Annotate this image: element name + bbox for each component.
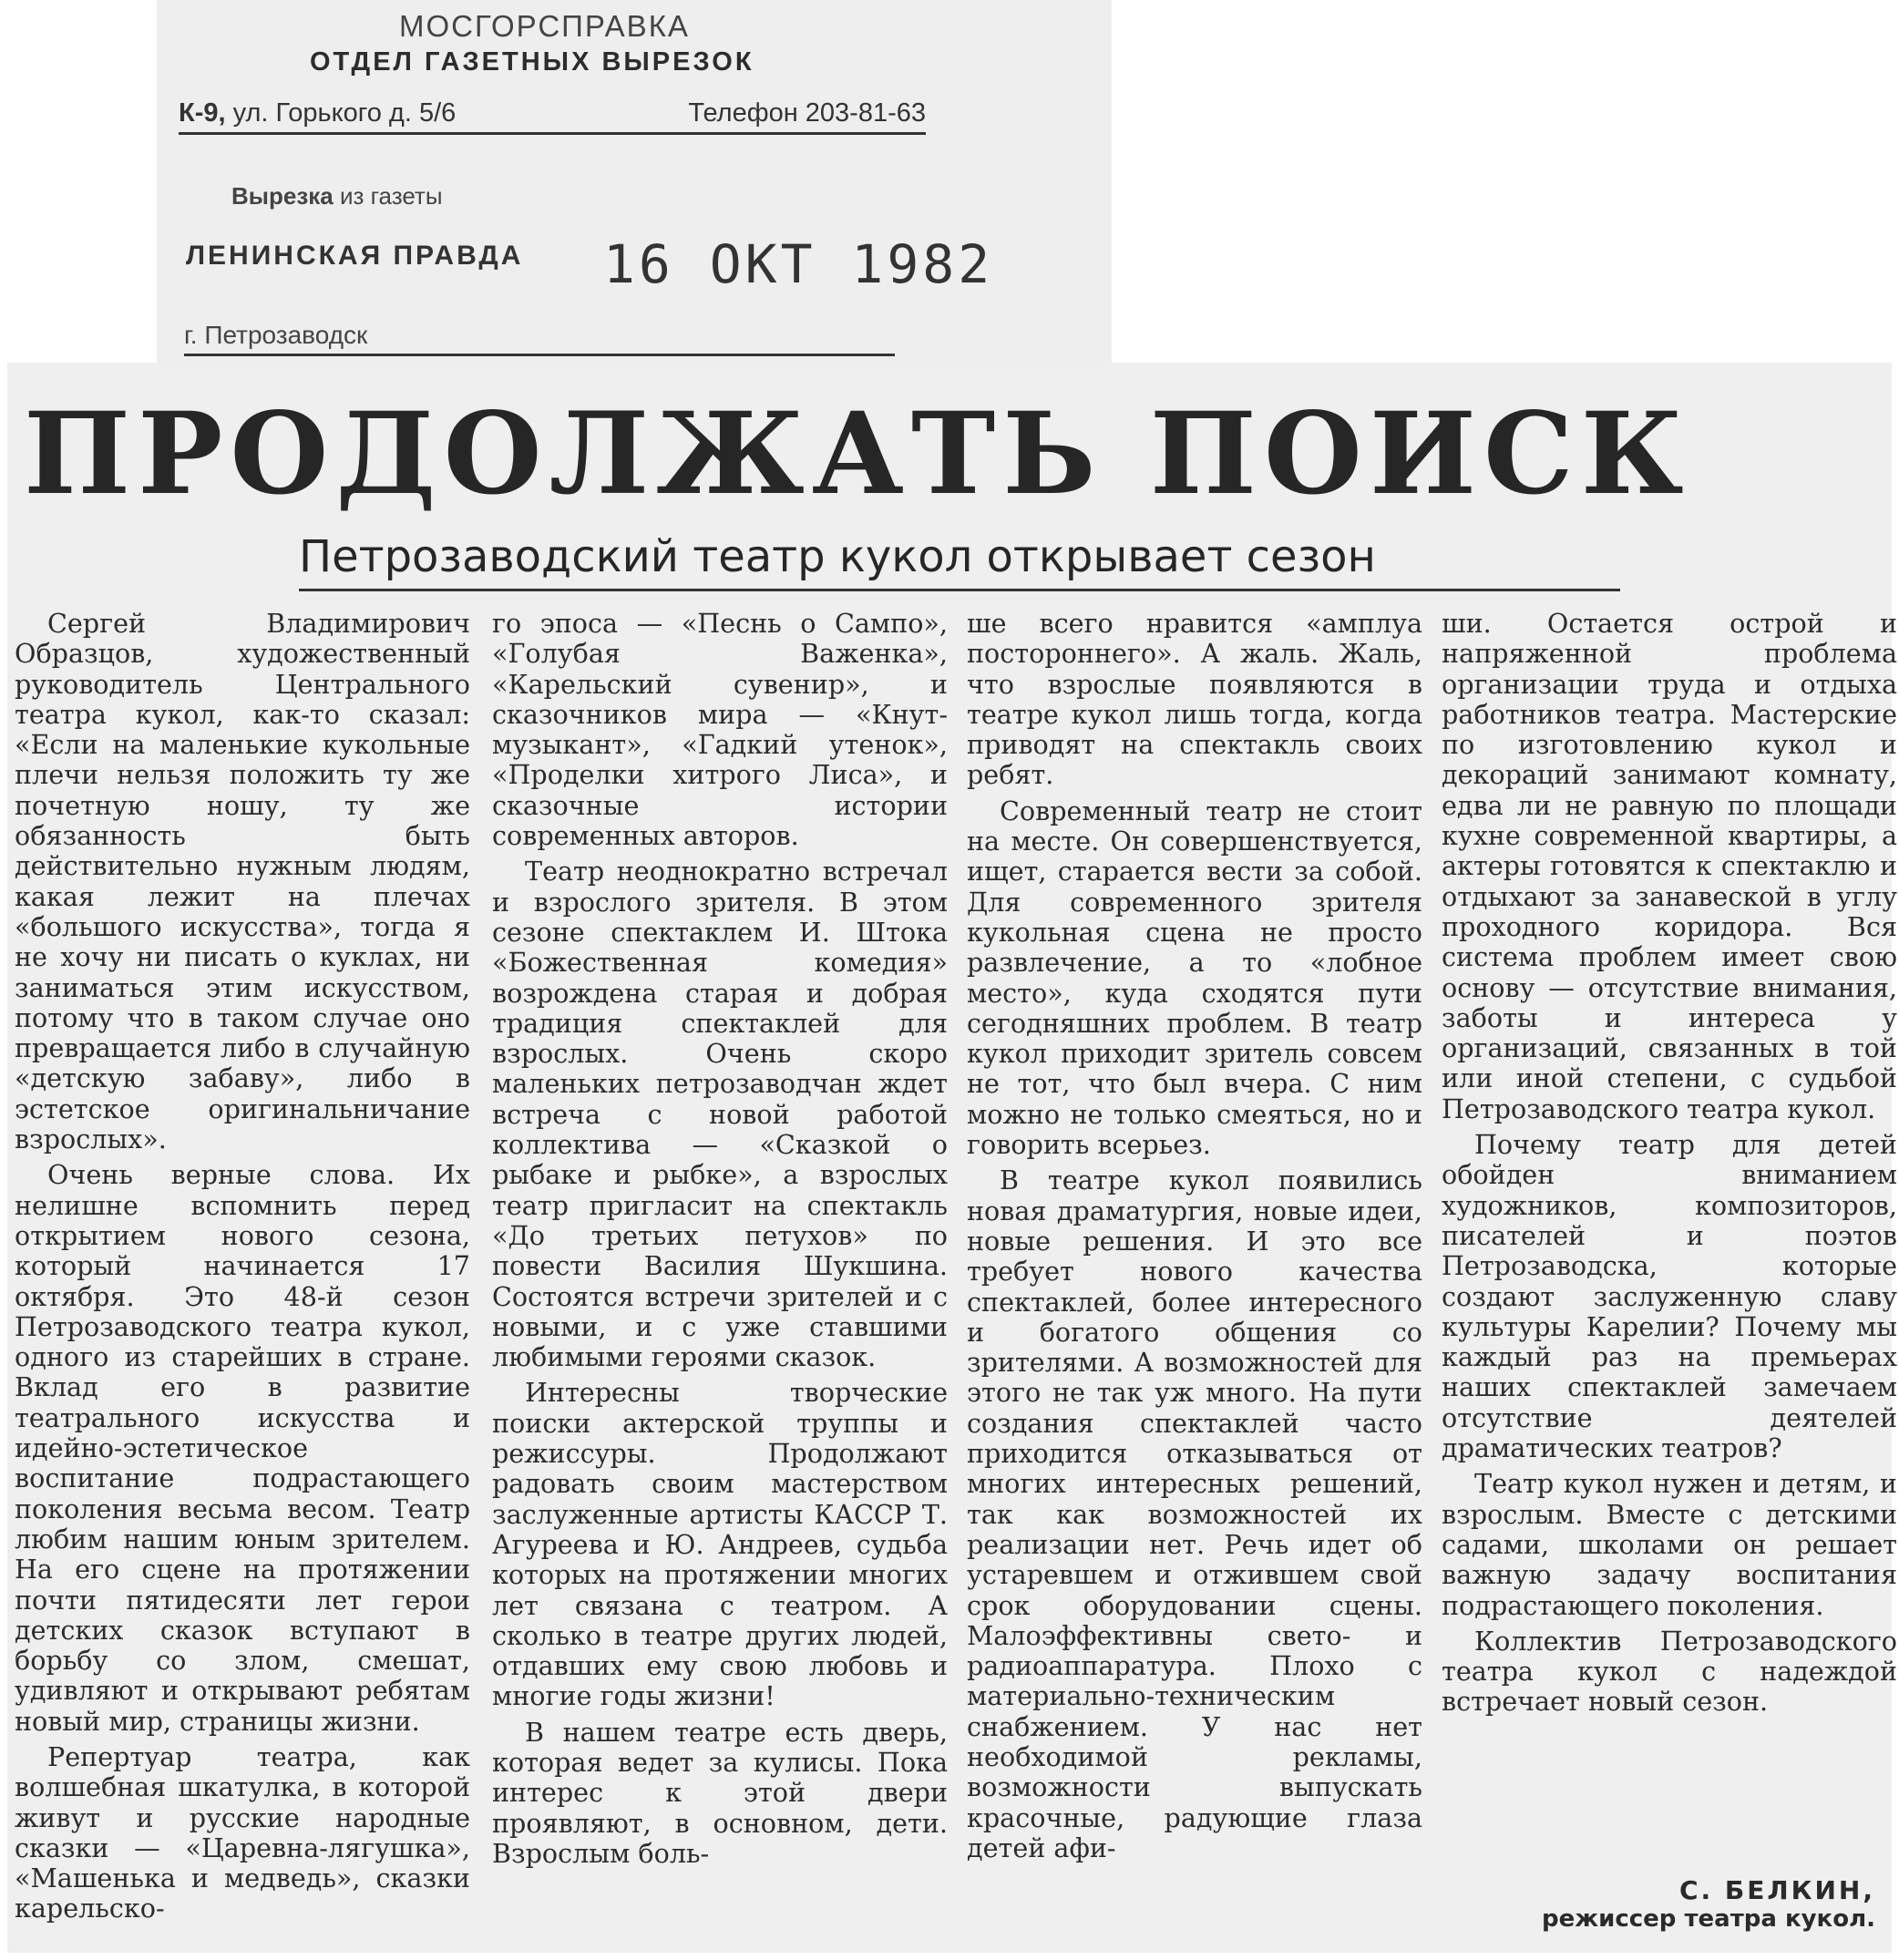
article-subheadline: Петрозаводский театр кукол открывает сезон xyxy=(299,525,1620,591)
paragraph: Репертуар театра, как волшебная шкатулка, в которой живут и русские народные сказки — «Царевна-лягушка», «Машенька и медведь», сказки карельско- xyxy=(15,1740,470,1924)
stamp-date: 16 ОКТ 1982 xyxy=(603,233,994,295)
clipping-service-stamp xyxy=(157,0,1112,363)
paragraph: Интересны творческие поиски актерской труппы и режиссуры. Продолжают радовать своим мастерством заслуженные артисты КАССР Т. Агуреева и Ю. Андреев, судьба которых на протяжении многих лет связана с театром. А сколько в театре других людей, отдавших ему свою любовь и многие годы жизни! xyxy=(492,1377,948,1712)
article-column-3 xyxy=(967,609,1422,1903)
paragraph: Почему театр для детей обойден вниманием художников, композиторов, писателей и поэтов Петрозаводска, которые создают заслуженную славу культуры Карелии? Почему мы каждый раз на премьерах наших спектаклей замечаем отсутствие деятелей драматических театров? xyxy=(1442,1129,1897,1464)
stamp-organization: МОСГОРСПРАВКА xyxy=(399,9,690,43)
paragraph: Коллектив Петрозаводского театра кукол с надеждой встречает новый сезон. xyxy=(1442,1625,1897,1718)
paragraph: Театр неоднократно встречал и взрослого зрителя. В этом сезоне спектаклем И. Штока «Божественная комедия» возрождена старая и добрая традиция спектаклей для взрослых. Очень скоро маленьких петрозаводчан ждет встреча с новой работой коллектива — «Сказкой о рыбаке и рыбке», а взрослых театр пригласит на спектакль «До третьих петухов» по повести Василия Шукшина. Состоятся встречи зрителей и с новыми, и с уже ставшими любимыми героями сказок. xyxy=(492,856,948,1373)
stamp-cutting-bold: Вырезка xyxy=(231,182,334,210)
stamp-department: ОТДЕЛ ГАЗЕТНЫХ ВЫРЕЗОК xyxy=(310,47,754,77)
paragraph: Театр кукол нужен и детям, и взрослым. Вместе с детскими садами, школами он решает важную задачу воспитания подрастающего поколения. xyxy=(1442,1468,1897,1621)
stamp-city: г. Петрозаводск xyxy=(184,321,895,356)
paragraph: ше всего нравится «амплуа постороннего». А жаль. Жаль, что взрослые появляются в театре кукол лишь тогда, когда приводят на спектакль своих ребят. xyxy=(967,608,1422,791)
author-signature xyxy=(1483,1875,1875,1933)
stamp-cutting-rest: из газеты xyxy=(339,182,443,210)
paragraph: В нашем театре есть дверь, которая ведет за кулисы. Пока интерес к этой двери проявляют, в основном, дети. Взрослым боль- xyxy=(492,1716,948,1869)
paragraph: го эпоса — «Песнь о Сампо», «Голубая Важенка», «Карельский сувенир», и сказочников мира — «Кнут-музыкант», «Гадкий утенок», «Проделки хитрого Лиса», и сказочные истории современных авторов. xyxy=(492,608,948,852)
author-role: режиссер театра кукол. xyxy=(1541,1905,1875,1933)
paragraph: Очень верные слова. Их нелишне вспомнить перед открытием нового сезона, который начинается 17 октября. Это 48-й сезон Петрозаводского театра кукол, одного из старейших в стране. Вклад его в развитие театрального искусства и идейно-эстетическое воспитание подрастающего поколения весьма весом. Театр любим нашим юным зрителем. На его сцене на протяжении почти пятидесяти лет герои детских сказок вступают в борьбу со злом, смешат, удивляют и открывают ребятам новый мир, страницы жизни. xyxy=(15,1159,470,1737)
newspaper-clipping xyxy=(7,363,1897,1953)
author-name: С. БЕЛКИН, xyxy=(1678,1875,1875,1905)
stamp-cutting-label xyxy=(231,182,443,210)
stamp-address-line xyxy=(179,98,926,135)
stamp-phone: Телефон 203-81-63 xyxy=(688,98,926,128)
paragraph: Современный театр не стоит на месте. Он совершенствуется, ищет, старается вести за собой. Для современного зрителя кукольная сцена не просто развлечение, а то «лобное место», куда сходятся пути сегодняшних проблем. В театр кукол приходит зритель совсем не тот, что был вчера. С ним можно не только смеяться, но и говорить всерьез. xyxy=(967,795,1422,1161)
paragraph: ши. Остается острой и напряженной проблема организации труда и отдыха работников театра. Мастерские по изготовлению кукол и декораций занимают комнату, едва ли не равную по площади кухне современной квартиры, а актеры готовятся к спектаклю и отдыхают за занавеской в углу проходного коридора. Вся система проблем имеет свою основу — отсутствие внимания, заботы и интереса у организаций, связанных в той или иной степени, с судьбой Петрозаводского театра кукол. xyxy=(1442,608,1897,1124)
article-column-2 xyxy=(492,609,948,1903)
paragraph: В театре кукол появились новая драматургия, новые идеи, новые решения. И это все требует нового качества спектаклей, более интересного и богатого общения со зрителями. А возможностей для этого не так уж много. На пути создания спектаклей часто приходится отказываться от многих интересных решений, так как возможностей их реализации нет. Речь идет об устаревшем и отжившем свой срок оборудовании сцены. Малоэффективны свето- и радиоаппаратура. Плохо с материально-техническим снабжением. У нас нет необходимой рекламы, возможности выпускать красочные, радующие глаза детей афи- xyxy=(967,1165,1422,1863)
paragraph: Сергей Владимирович Образцов, художественный руководитель Центрального театра кукол, как-то сказал: «Если на маленькие кукольные плечи нельзя положить ту же почетную ношу, ту же обязанность быть действительно нужным людям, какая лежит на плечах «большого искусства», тогда я не хочу ни писать о куклах, ни заниматься этим искусством, потому что в таком случае оно превращается либо в случайную «детскую забаву», либо в эстетское оригинальничание взрослых». xyxy=(15,608,470,1155)
stamp-address-code: К-9, xyxy=(179,98,226,128)
article-column-4 xyxy=(1442,609,1897,1903)
article-headline: ПРОДОЛЖАТЬ ПОИСК xyxy=(24,388,1691,520)
stamp-newspaper-name: ЛЕНИНСКАЯ ПРАВДА xyxy=(186,241,524,271)
article-column-1 xyxy=(15,608,470,1924)
stamp-address: ул. Горького д. 5/6 xyxy=(232,98,457,128)
